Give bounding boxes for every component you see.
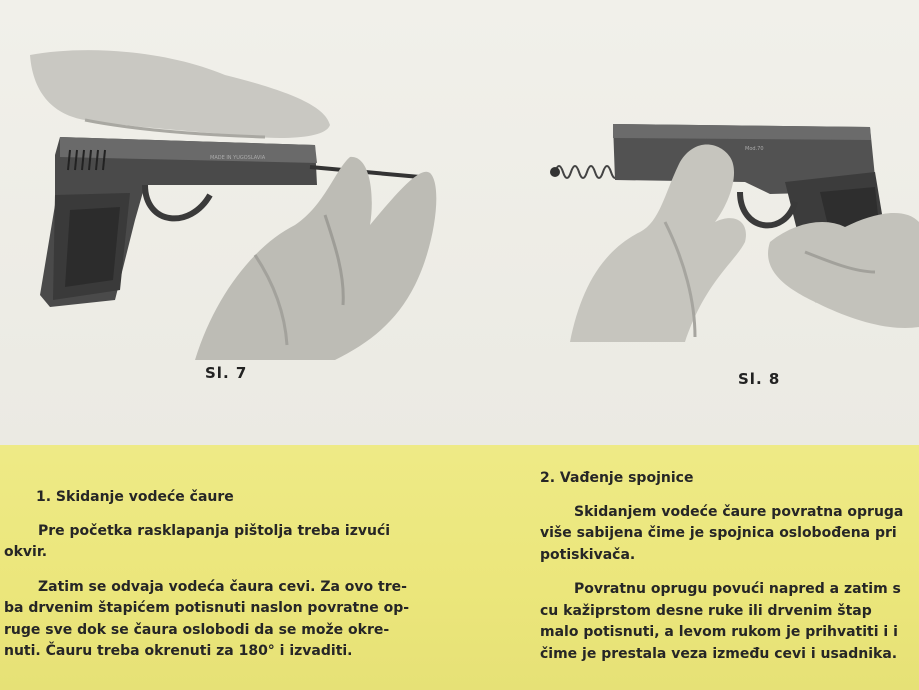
text-line: Zatim se odvaja vodeća čaura cevi. Za ovo tre- bbox=[38, 578, 407, 595]
text-line: Skidanjem vodeće čaure povratna opruga bbox=[574, 503, 904, 520]
text-line: Povratnu oprugu povući napred a zatim s bbox=[574, 581, 901, 597]
section-1 bbox=[0, 487, 446, 676]
section-2-paragraph-1 bbox=[540, 502, 919, 567]
section-2-paragraph-2 bbox=[540, 579, 919, 665]
text-line: ruge sve dok se čaura oslobodi da se može okre- bbox=[4, 621, 390, 638]
text-line: potiskivača. bbox=[540, 546, 636, 563]
section-1-paragraph-1 bbox=[0, 521, 446, 564]
figure-8-caption: Sl. 8 bbox=[738, 370, 781, 388]
section-2-heading: 2. Vađenje spojnice bbox=[540, 470, 694, 486]
text-line: nuti. Čauru treba okrenuti za 180° i izvaditi. bbox=[4, 643, 353, 659]
text-line: ba drvenim štapićem potisnuti naslon povratne op- bbox=[4, 600, 410, 616]
text-line: čime je prestala veza između cevi i usadnika. bbox=[540, 645, 898, 662]
figure-7-illustration bbox=[25, 45, 455, 360]
text-line: malo potisnuti, a levom rukom je prihvatiti i i bbox=[540, 624, 898, 640]
pistol-marking-7: MADE IN YUGOSLAVIA bbox=[210, 155, 266, 161]
pistol-marking-8: Mod.70 bbox=[745, 146, 764, 152]
text-line: više sabijena čime je spojnica oslobođena pri bbox=[540, 525, 897, 541]
text-line: cu kažiprstom desne ruke ili drvenim štap bbox=[540, 602, 872, 619]
figure-7-caption: Sl. 7 bbox=[205, 364, 248, 382]
figure-8-illustration bbox=[545, 112, 919, 342]
text-line: Pre početka rasklapanja pištolja treba izvući bbox=[38, 522, 391, 539]
section-1-paragraph-2 bbox=[0, 577, 446, 663]
section-2 bbox=[540, 468, 919, 678]
section-1-heading: 1. Skidanje vodeće čaure bbox=[36, 489, 234, 505]
text-line: okvir. bbox=[4, 544, 48, 560]
